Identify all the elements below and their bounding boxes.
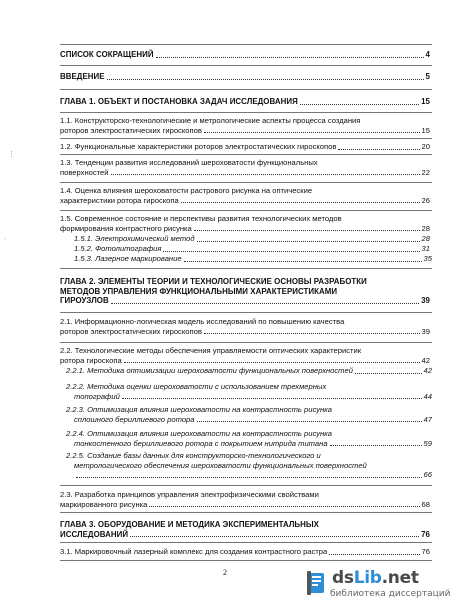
toc-entry <box>66 382 432 401</box>
toc-entry-page: 26 <box>421 195 430 205</box>
toc-entry-line: МЕТОДОВ УПРАВЛЕНИЯ ФУНКЦИОНАЛЬНЫМИ ХАРАКТЕРИСТИКАМИ <box>60 286 338 296</box>
toc-entry-title: характеристики ротора гироскопа <box>60 195 179 205</box>
toc-entry <box>60 158 430 177</box>
toc-entry-page: 15 <box>421 97 430 106</box>
toc-entry <box>60 142 430 152</box>
toc-entry <box>60 490 430 509</box>
toc-entry-page: 28 <box>421 223 430 233</box>
toc-entry-line: 1.3. Тенденции развития исследований шероховатости функциональных <box>60 158 318 167</box>
toc-entry-title: роторов электростатических гироскопов <box>60 326 202 336</box>
toc-entry <box>74 254 432 264</box>
toc-entry <box>60 547 430 557</box>
toc-entry-line: 2.3. Разработка принципов управления электрофизическими свойствами <box>60 490 319 499</box>
toc-entry <box>74 244 430 254</box>
toc-entry-line: метрологического обеспечения шероховатости функциональных поверхностей <box>74 460 367 470</box>
toc-entry-page: 20 <box>421 142 430 151</box>
toc-entry-page: 44 <box>423 391 432 401</box>
toc-entry <box>66 405 432 424</box>
toc-entry-page: 31 <box>421 244 430 253</box>
toc-entry-page: 42 <box>423 366 432 375</box>
toc-entry-page: 22 <box>421 167 430 177</box>
toc-entry-title: 1.5.1. Электрохимический метод <box>74 234 195 243</box>
toc-entry <box>66 429 432 448</box>
toc-entry-title: топографий <box>74 391 120 401</box>
toc-entry-page: 39 <box>421 296 430 306</box>
toc-entry-line: 1.4. Оценка влияния шероховатости растрового рисунка на оптические <box>60 186 313 195</box>
toc-entry-title: поверхностей <box>60 167 109 177</box>
divider <box>60 512 432 513</box>
book-icon <box>306 570 328 596</box>
toc-entry-line: ГЛАВА 2. ЭЛЕМЕНТЫ ТЕОРИИ И ТЕХНОЛОГИЧЕСКИЕ ОСНОВЫ РАЗРАБОТКИ <box>60 277 367 286</box>
toc-entry-title: СПИСОК СОКРАЩЕНИЙ <box>60 50 154 59</box>
toc-entry <box>60 520 430 539</box>
toc-entry-page: 68 <box>421 499 430 509</box>
divider <box>60 342 432 343</box>
watermark-subtitle: библиотека диссертаций <box>330 589 450 599</box>
toc-entry-title: маркированного рисунка <box>60 499 148 509</box>
toc-entry <box>60 346 430 365</box>
toc-entry-page: 5 <box>425 72 430 81</box>
toc-entry <box>66 366 432 376</box>
toc-entry-title: тонкостенного бериллиевого ротора с покрытием нитрида титана <box>74 438 328 448</box>
toc-entry-page: 4 <box>425 50 430 59</box>
toc-entry-line: 1.1. Конструкторско-технологические и метрологические аспекты процесса создания <box>60 116 361 125</box>
divider <box>60 268 432 269</box>
toc-entry-title: 1.5.2. Фотолитография <box>74 244 162 253</box>
toc-entry <box>60 214 430 233</box>
toc-entry-title: формирования контрастного рисунка <box>60 223 192 233</box>
toc-entry-page: 28 <box>421 234 430 243</box>
toc-entry-title: сплошного бериллиевого ротора <box>74 414 195 424</box>
toc-entry <box>60 317 430 336</box>
divider <box>60 210 432 211</box>
divider <box>60 312 432 313</box>
toc-entry-title: 2.2.1. Методика оптимизации шероховатости функциональных поверхностей <box>66 366 353 375</box>
toc-entry-page: 15 <box>421 125 430 135</box>
toc-entry-page: 47 <box>423 414 432 424</box>
toc-entry <box>60 97 430 107</box>
toc-entry-title: 1.5.3. Лазерное маркирование <box>74 254 182 263</box>
toc-entry <box>60 116 430 135</box>
divider <box>60 89 432 90</box>
toc-entry-page: 59 <box>423 438 432 448</box>
watermark-brand: dsLib.net <box>332 568 419 588</box>
toc-entry-line: 2.2.2. Методика оценки шероховатости с использованием трехмерных <box>66 382 327 391</box>
toc-entry-title: 1.2. Функциональные характеристики роторов электростатических гироскопов <box>60 142 337 151</box>
toc-entry-title: ротора гироскопа <box>60 355 122 365</box>
divider <box>60 112 432 113</box>
toc-entry-title: роторов электростатических гироскопов <box>60 125 202 135</box>
toc-entry <box>74 234 430 244</box>
toc-entry-line: 1.5. Современное состояние и перспективы развития технологических методов <box>60 214 342 223</box>
divider <box>60 138 432 139</box>
toc-entry <box>66 451 432 480</box>
divider <box>60 44 432 45</box>
divider <box>60 65 432 66</box>
toc-entry-line: ГЛАВА 3. ОБОРУДОВАНИЕ И МЕТОДИКА ЭКСПЕРИМЕНТАЛЬНЫХ <box>60 520 319 529</box>
page-number: 2 <box>223 568 227 577</box>
toc-entry-title: ГЛАВА 1. ОБЪЕКТ И ПОСТАНОВКА ЗАДАЧ ИССЛЕДОВАНИЯ <box>60 97 298 106</box>
divider <box>60 182 432 183</box>
divider <box>60 485 432 486</box>
toc-entry-line: 2.2. Технологические методы обеспечения управляемости оптических характеристик <box>60 346 362 355</box>
toc-entry-line: 2.1. Информационно-логическая модель исследований по повышению качества <box>60 317 345 326</box>
toc-entry <box>60 72 430 82</box>
toc-entry <box>60 277 430 306</box>
toc-entry-page: 39 <box>421 326 430 336</box>
toc-entry-title: ВВЕДЕНИЕ <box>60 72 105 81</box>
toc-entry-line: 2.2.4. Оптимизация влияния шероховатости на контрастность рисунка <box>66 429 332 438</box>
toc-entry <box>60 186 430 205</box>
toc-entry-page: 76 <box>421 529 430 539</box>
toc-entry-line: 2.2.3. Оптимизация влияния шероховатости на контрастность рисунка <box>66 405 332 414</box>
toc-entry <box>60 50 430 60</box>
divider <box>60 542 432 543</box>
divider <box>60 560 432 561</box>
toc-entry-page: 42 <box>421 355 430 365</box>
toc-entry-line: 2.2.5. Создание базы данных для конструкторско-технологического и <box>66 451 321 460</box>
toc-entry-title: ИССЛЕДОВАНИЙ <box>60 529 129 539</box>
toc-entry-title: ГИРОУЗЛОВ <box>60 296 109 306</box>
divider <box>60 154 432 155</box>
toc-entry-page: 76 <box>421 547 430 556</box>
toc-entry-page: 35 <box>423 254 432 263</box>
margin-mark: · <box>4 236 7 243</box>
watermark <box>306 568 450 602</box>
toc-entry-title: 3.1. Маркировочный лазерный комплекс для создания контрастного растра <box>60 547 328 556</box>
margin-mark: ⋮ <box>8 151 15 158</box>
toc-entry-page: 66 <box>423 470 432 480</box>
